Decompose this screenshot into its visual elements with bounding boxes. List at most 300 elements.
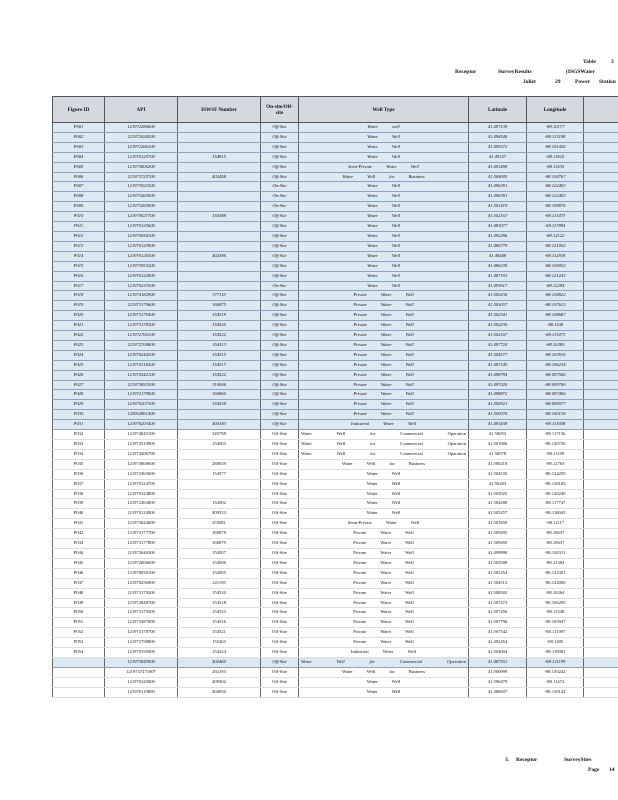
cell-site: Off-Site xyxy=(261,410,299,420)
cell-site: Off-Site xyxy=(261,440,299,450)
cell-api: 121972760100 xyxy=(105,331,178,341)
cell-iswsf-number: 345798 xyxy=(178,430,261,440)
well-type-words xyxy=(301,301,466,310)
cell-site: Off-Site xyxy=(261,370,299,380)
cell-latitude: 41.505254 xyxy=(469,568,527,578)
table-row xyxy=(53,410,618,420)
cell-well-type xyxy=(299,598,469,608)
cell-overflow xyxy=(584,370,618,380)
well-type-word: Well xyxy=(407,649,417,655)
cell-well-type xyxy=(299,608,469,618)
receptor-survey-table xyxy=(52,96,618,698)
well-type-words xyxy=(301,272,466,281)
table-row xyxy=(53,291,618,301)
cell-site: Off-Site xyxy=(261,172,299,182)
cell-figure-id: P038 xyxy=(53,489,105,499)
well-type-word: Water xyxy=(383,421,394,427)
cell-site: Off-Site xyxy=(261,380,299,390)
cell-well-type xyxy=(299,548,469,558)
table-label: Table xyxy=(583,59,596,65)
cell-iswsf-number: 154577 xyxy=(178,469,261,479)
well-type-words xyxy=(301,440,466,449)
well-type-words xyxy=(301,182,466,191)
well-type-word: Well xyxy=(405,609,414,615)
cell-figure-id: P045 xyxy=(53,558,105,568)
cell-overflow xyxy=(584,123,618,133)
cell-site: Off-Site xyxy=(261,657,299,667)
well-type-word: Water xyxy=(380,351,392,357)
cell-overflow xyxy=(584,420,618,430)
cell-overflow xyxy=(584,430,618,440)
cell-api: 121973723700 xyxy=(105,172,178,182)
cell-site: Off-Site xyxy=(261,123,299,133)
cell-iswsf-number: 154523 xyxy=(178,608,261,618)
cell-iswsf-number: 154517 xyxy=(178,360,261,370)
well-type-words xyxy=(301,509,466,518)
cell-iswsf-number: 154506 xyxy=(178,558,261,568)
cell-well-type xyxy=(299,440,469,450)
cell-site: Off-Site xyxy=(261,598,299,608)
well-type-word: Well xyxy=(391,490,401,496)
cell-figure-id: P050 xyxy=(53,608,105,618)
cell-iswsf-number: 160875 xyxy=(178,301,261,311)
cell-latitude: 41.486607 xyxy=(469,687,527,697)
cell-latitude: 41.497724 xyxy=(469,340,527,350)
cell-iswsf-number xyxy=(178,261,261,271)
well-type-words xyxy=(301,192,466,201)
well-type-word: Water xyxy=(380,391,392,397)
cell-site: Off-Site xyxy=(261,588,299,598)
cell-latitude: 41.501906 xyxy=(469,440,527,450)
cell-iswsf-number xyxy=(178,182,261,192)
cell-figure-id: P002 xyxy=(53,132,105,142)
well-type-word: Well xyxy=(391,133,400,139)
well-type-word: Water xyxy=(382,649,394,655)
cell-well-type xyxy=(299,241,469,251)
cell-figure-id: P042 xyxy=(53,529,105,539)
cell-longitude: -88.109052 xyxy=(527,261,584,271)
well-type-word: for xyxy=(389,173,395,179)
cell-overflow xyxy=(584,489,618,499)
cell-site: Off-Site xyxy=(261,251,299,261)
well-type-word: Well xyxy=(391,252,400,258)
cell-overflow xyxy=(584,469,618,479)
cell-longitude: -88.122403 xyxy=(527,182,584,192)
well-type-word: Well xyxy=(405,540,414,546)
cell-site: Off-Site xyxy=(261,449,299,459)
table-row xyxy=(53,132,618,142)
cell-site: Off-Site xyxy=(261,548,299,558)
cell-api: 121972363800 xyxy=(105,499,178,509)
cell-site: Off-Site xyxy=(261,479,299,489)
well-type-words xyxy=(301,212,466,221)
cell-overflow xyxy=(584,539,618,549)
table-row xyxy=(53,529,618,539)
well-type-word: Water xyxy=(380,361,392,367)
table-row xyxy=(53,449,618,459)
cell-well-type xyxy=(299,420,469,430)
cell-longitude: -88.113473 xyxy=(527,212,584,222)
well-type-word: Well xyxy=(391,688,401,694)
cell-site: Off-Site xyxy=(261,331,299,341)
cell-api: 121970125700 xyxy=(105,152,178,162)
cell-latitude: 41.495572 xyxy=(469,142,527,152)
well-type-word: Private xyxy=(353,312,367,318)
well-type-words xyxy=(301,529,466,538)
cell-api: 121972700800 xyxy=(105,340,178,350)
table-row xyxy=(53,479,618,489)
cell-site: Off-Site xyxy=(261,152,299,162)
well-type-words xyxy=(301,549,466,558)
cell-site: On-Site xyxy=(261,281,299,291)
cell-well-type xyxy=(299,261,469,271)
cell-api: 121972266100 xyxy=(105,142,178,152)
cell-api: 121974045100 xyxy=(105,430,178,440)
cell-api: 121973179300 xyxy=(105,321,178,331)
well-type-word: Private xyxy=(353,639,367,645)
well-type-word: Private xyxy=(353,619,367,625)
well-type-word: Private xyxy=(353,292,367,298)
well-type-word: Well xyxy=(410,520,420,526)
cell-latitude: 41.504512 xyxy=(469,578,527,588)
cell-longitude: -88.12763 xyxy=(527,459,584,469)
cell-figure-id: P036 xyxy=(53,469,105,479)
col-longitude: Longitude xyxy=(527,97,584,123)
cell-latitude: 41.509495 xyxy=(469,539,527,549)
well-type-word: Water xyxy=(380,569,392,575)
cell-iswsf-number: 409353 xyxy=(178,509,261,519)
table-row xyxy=(53,350,618,360)
title-power: Power xyxy=(575,79,590,85)
well-type-words xyxy=(301,321,466,330)
cell-longitude: -88.139242 xyxy=(527,667,584,677)
cell-overflow xyxy=(584,222,618,232)
cell-longitude: -88.119081 xyxy=(527,648,584,658)
well-type-words xyxy=(301,658,466,667)
cell-site: Off-Site xyxy=(261,519,299,529)
cell-figure-id: P013 xyxy=(53,241,105,251)
table-row xyxy=(53,489,618,499)
table-row xyxy=(53,628,618,638)
well-type-word: Private xyxy=(353,559,367,565)
cell-overflow xyxy=(584,499,618,509)
well-type-word: Private xyxy=(353,599,367,605)
cell-figure-id: P009 xyxy=(53,202,105,212)
cell-latitude: 41.504577 xyxy=(469,350,527,360)
cell-iswsf-number: 310006 xyxy=(178,380,261,390)
cell-overflow xyxy=(584,618,618,628)
cell-latitude: 41.492296 xyxy=(469,231,527,241)
well-type-word: Well xyxy=(391,153,400,159)
well-type-word: Well xyxy=(391,500,401,506)
cell-figure-id: P019 xyxy=(53,301,105,311)
well-type-words xyxy=(301,143,466,152)
cell-well-type xyxy=(299,648,469,658)
well-type-words xyxy=(301,688,466,697)
cell-longitude: -88.11472 xyxy=(527,677,584,687)
well-type-word: Well xyxy=(391,143,400,149)
well-type-word: Water xyxy=(341,668,353,674)
cell-api: 121973265900 xyxy=(105,192,178,202)
well-type-word: Water xyxy=(301,431,312,437)
cell-iswsf-number xyxy=(178,489,261,499)
table-row xyxy=(53,677,618,687)
title-isgs: (ISGSWater xyxy=(566,69,596,75)
cell-figure-id: P034 xyxy=(53,449,105,459)
well-type-word: Private xyxy=(353,351,367,357)
cell-figure-id: P028 xyxy=(53,390,105,400)
cell-longitude: -88.107613 xyxy=(527,301,584,311)
well-type-words xyxy=(301,381,466,390)
cell-well-type xyxy=(299,123,469,133)
cell-well-type xyxy=(299,638,469,648)
cell-api: 121974182900 xyxy=(105,291,178,301)
well-type-word: Well xyxy=(366,460,376,466)
cell-overflow xyxy=(584,271,618,281)
cell-api: 121973624000 xyxy=(105,519,178,529)
cell-well-type xyxy=(299,449,469,459)
well-type-word: Water xyxy=(367,242,378,248)
cell-api: 121972542100 xyxy=(105,370,178,380)
cell-latitude: 41.499890 xyxy=(469,548,527,558)
well-type-word: Well xyxy=(405,569,414,575)
cell-well-type xyxy=(299,588,469,598)
table-row xyxy=(53,390,618,400)
well-type-words xyxy=(301,519,466,528)
well-type-word: Water xyxy=(341,460,353,466)
well-type-word: Well xyxy=(405,599,414,605)
well-type-word: Well xyxy=(366,668,376,674)
title-survey-results: SurveyResults xyxy=(498,69,532,75)
cell-latitude: 41.492454 xyxy=(469,638,527,648)
well-type-word: Industrial xyxy=(351,421,370,427)
cell-api: 121973868600 xyxy=(105,459,178,469)
table-row xyxy=(53,321,618,331)
cell-site: Off-Site xyxy=(261,568,299,578)
well-type-word: Well xyxy=(336,431,346,437)
cell-latitude: 41.483077 xyxy=(469,222,527,232)
cell-iswsf-number: 154505 xyxy=(178,568,261,578)
cell-well-type xyxy=(299,380,469,390)
well-type-word: Well xyxy=(336,658,345,664)
cell-latitude: 41.500236 xyxy=(469,291,527,301)
table-row xyxy=(53,499,618,509)
well-type-word: Water xyxy=(380,312,392,318)
cell-iswsf-number: 409302 xyxy=(178,677,261,687)
cell-iswsf-number xyxy=(178,271,261,281)
well-type-word: for xyxy=(369,441,376,446)
cell-figure-id: P015 xyxy=(53,261,105,271)
cell-well-type xyxy=(299,390,469,400)
well-type-words xyxy=(301,638,466,647)
well-type-word: Private xyxy=(353,322,367,328)
cell-well-type xyxy=(299,578,469,588)
cell-overflow xyxy=(584,608,618,618)
cell-longitude: -88.139142 xyxy=(527,687,584,697)
cell-site: Off-Site xyxy=(261,132,299,142)
cell-well-type xyxy=(299,558,469,568)
table-row xyxy=(53,598,618,608)
cell-longitude: -88.099077 xyxy=(527,400,584,410)
well-type-word: Well xyxy=(405,629,414,635)
cell-api: 121972363600 xyxy=(105,469,178,479)
cell-well-type xyxy=(299,529,469,539)
cell-figure-id: P023 xyxy=(53,340,105,350)
cell-figure-id: P003 xyxy=(53,142,105,152)
cell-iswsf-number: 154513 xyxy=(178,340,261,350)
well-type-words xyxy=(301,490,466,499)
cell-well-type xyxy=(299,360,469,370)
cell-overflow xyxy=(584,311,618,321)
cell-well-type xyxy=(299,231,469,241)
cell-site: Off-Site xyxy=(261,231,299,241)
cell-iswsf-number: 154507 xyxy=(178,548,261,558)
cell-longitude: -88.128183 xyxy=(527,479,584,489)
well-type-word: Well xyxy=(391,242,400,248)
cell-longitude: -88.122008 xyxy=(527,578,584,588)
table-row xyxy=(53,430,618,440)
cell-site: Off-Site xyxy=(261,142,299,152)
cell-longitude: -88.11348 xyxy=(527,608,584,618)
table-row xyxy=(53,370,618,380)
well-type-words xyxy=(301,430,466,439)
cell-site: Off-Site xyxy=(261,350,299,360)
table-row xyxy=(53,558,618,568)
cell-iswsf-number xyxy=(178,410,261,420)
table-row xyxy=(53,648,618,658)
cell-figure-id: P044 xyxy=(53,548,105,558)
cell-well-type xyxy=(299,271,469,281)
cell-iswsf-number: 154388 xyxy=(178,212,261,222)
cell-api: 121973387000 xyxy=(105,618,178,628)
cell-site: Off-Site xyxy=(261,489,299,499)
cell-site: Off-Site xyxy=(261,469,299,479)
well-type-words xyxy=(301,163,466,172)
cell-figure-id: P021 xyxy=(53,321,105,331)
cell-api: 121973179600 xyxy=(105,301,178,311)
cell-latitude: 41.497139 xyxy=(469,123,527,133)
cell-figure-id: P030 xyxy=(53,410,105,420)
well-type-word: Well xyxy=(336,441,346,446)
well-type-word: Water xyxy=(367,183,378,189)
cell-iswsf-number: 221195 xyxy=(178,578,261,588)
cell-site: Off-Site xyxy=(261,301,299,311)
cell-api: 121973922300 xyxy=(105,182,178,192)
cell-iswsf-number: 404056 xyxy=(178,687,261,697)
well-type-word: Water xyxy=(367,124,379,129)
cell-site: Off-Site xyxy=(261,420,299,430)
cell-iswsf-number xyxy=(178,123,261,133)
cell-figure-id: P026 xyxy=(53,370,105,380)
well-type-word: Water xyxy=(301,658,312,664)
cell-latitude: 41.504535 xyxy=(469,469,527,479)
footer-page-number: 14 xyxy=(609,767,615,773)
well-type-word: Well xyxy=(391,470,401,476)
well-type-word: Water xyxy=(380,609,392,615)
table-row xyxy=(53,182,618,192)
well-type-word: Semi-Private xyxy=(348,163,373,169)
cell-api: 121970244200 xyxy=(105,350,178,360)
cell-figure-id: P011 xyxy=(53,222,105,232)
table-row xyxy=(53,231,618,241)
cell-iswsf-number: 154538 xyxy=(178,400,261,410)
well-type-word: Business xyxy=(408,173,425,179)
cell-site: Off-Site xyxy=(261,311,299,321)
well-type-word: Well xyxy=(391,213,400,219)
well-type-words xyxy=(301,499,466,508)
cell-iswsf-number xyxy=(178,449,261,459)
well-type-word: Well xyxy=(405,411,414,417)
well-type-word: Well xyxy=(391,480,401,486)
cell-well-type xyxy=(299,331,469,341)
table-row xyxy=(53,638,618,648)
well-type-word: Water xyxy=(367,153,378,159)
cell-overflow xyxy=(584,440,618,450)
cell-api: 121970125000 xyxy=(105,677,178,687)
table-row xyxy=(53,459,618,469)
well-type-word: Water xyxy=(366,688,378,694)
cell-figure-id: P004 xyxy=(53,152,105,162)
cell-overflow xyxy=(584,588,618,598)
cell-figure-id: P005 xyxy=(53,162,105,172)
cell-well-type xyxy=(299,459,469,469)
cell-overflow xyxy=(584,281,618,291)
cell-figure-id xyxy=(53,667,105,677)
well-type-word: Water xyxy=(380,322,392,328)
cell-overflow xyxy=(584,162,618,172)
cell-api: 121973177700 xyxy=(105,529,178,539)
well-type-word: Water xyxy=(380,401,392,407)
cell-iswsf-number xyxy=(178,222,261,232)
well-type-word: Well xyxy=(391,262,400,268)
cell-latitude: 41.496391 xyxy=(469,192,527,202)
well-type-words xyxy=(301,648,466,657)
cell-iswsf-number xyxy=(178,162,261,172)
cell-api: 121970233300 xyxy=(105,281,178,291)
cell-latitude: 41.502341 xyxy=(469,311,527,321)
cell-overflow xyxy=(584,390,618,400)
well-type-word: Private xyxy=(353,361,367,367)
well-type-word: Private xyxy=(353,302,367,308)
well-type-word: Well xyxy=(391,510,401,516)
well-type-word: Private xyxy=(353,540,367,546)
well-type-word: Water xyxy=(301,450,312,456)
cell-api: 121970256900 xyxy=(105,578,178,588)
table-row xyxy=(53,380,618,390)
well-type-word: Business xyxy=(408,668,426,674)
cell-site: On-Site xyxy=(261,202,299,212)
table-row xyxy=(53,519,618,529)
cell-site: Off-Site xyxy=(261,360,299,370)
well-type-word: for xyxy=(369,450,376,456)
cell-overflow xyxy=(584,172,618,182)
cell-longitude: -88.097566 xyxy=(527,370,584,380)
cell-latitude: 41.502236 xyxy=(469,321,527,331)
cell-longitude: -88.104767 xyxy=(527,172,584,182)
cell-longitude: -88.12384 xyxy=(527,558,584,568)
cell-iswsf-number: 255081 xyxy=(178,519,261,529)
well-type-word: Private xyxy=(353,569,367,575)
well-type-word: Water xyxy=(366,510,378,516)
well-type-word: Water xyxy=(366,500,378,506)
well-type-word: Well xyxy=(405,371,414,377)
cell-figure-id: P051 xyxy=(53,618,105,628)
well-type-words xyxy=(301,628,466,637)
cell-latitude: 41.504004 xyxy=(469,648,527,658)
title-receptor: Receptor xyxy=(455,69,477,75)
well-type-word: Private xyxy=(353,341,367,347)
well-type-word: Water xyxy=(366,470,378,476)
